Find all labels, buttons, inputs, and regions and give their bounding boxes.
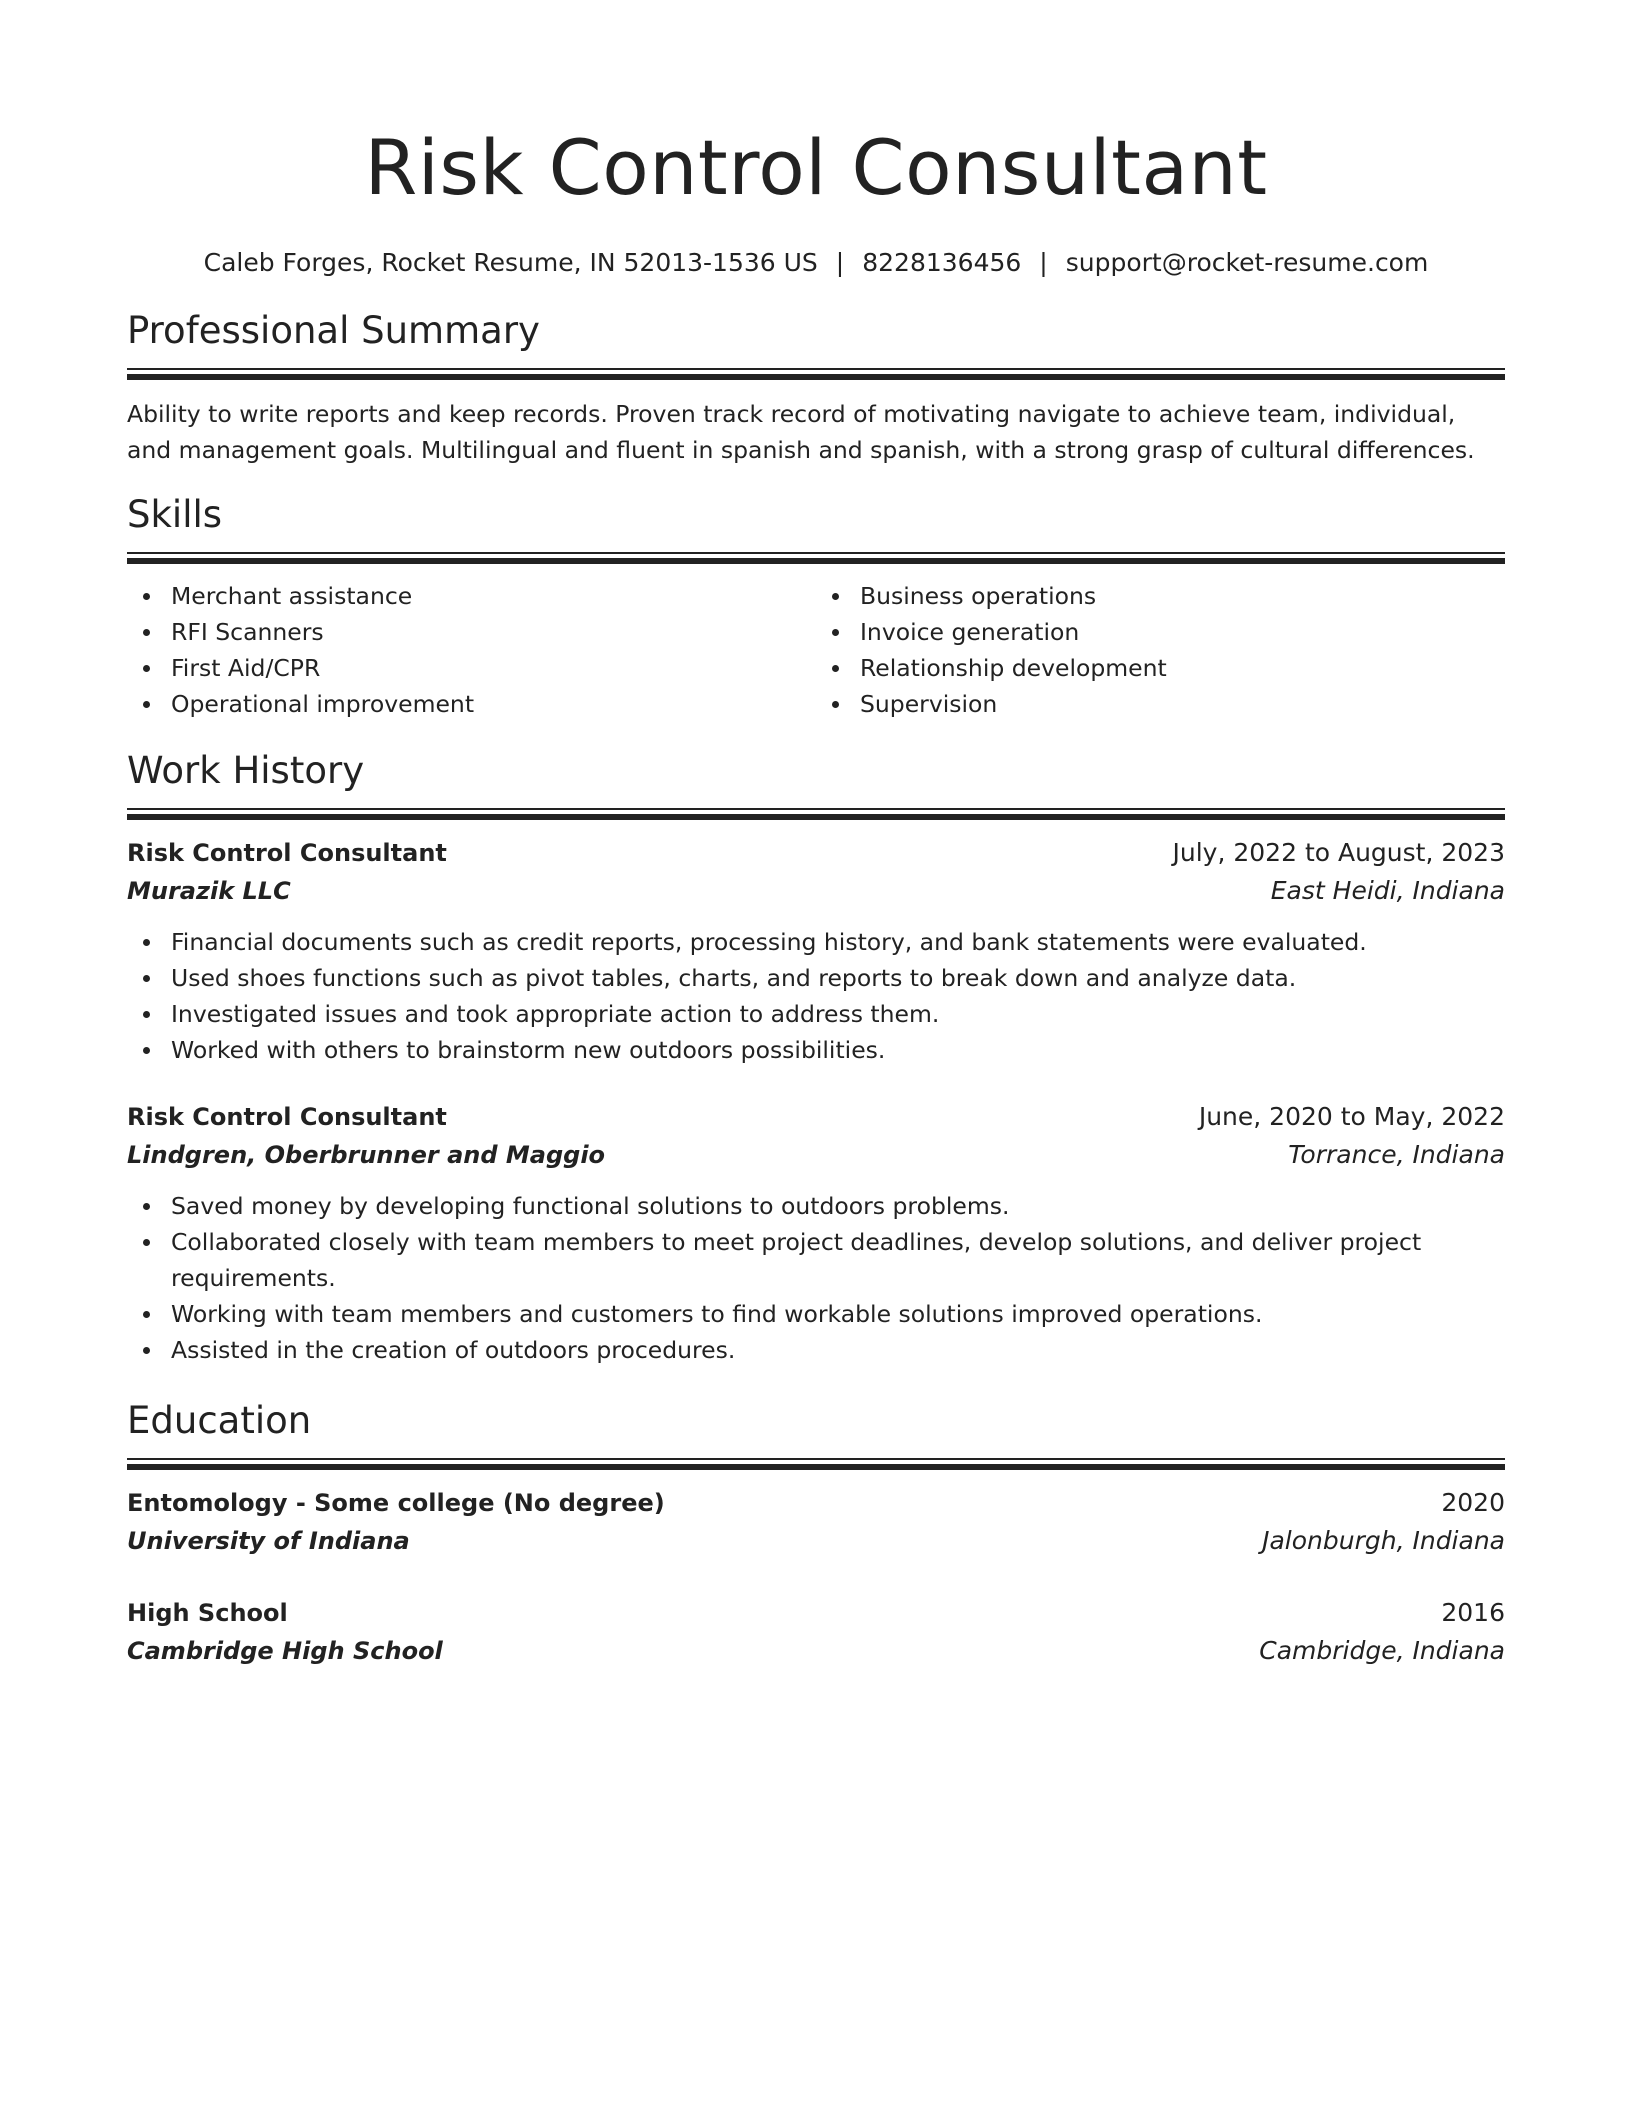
contact-email[interactable]: support@rocket-resume.com [1065,248,1429,277]
summary-section [127,306,1505,468]
contact-line [127,246,1505,280]
education-location: Jalonburgh, Indiana [1262,1526,1505,1555]
skills-section [127,490,1505,722]
job-header-row [127,834,1505,872]
skill-item: First Aid/CPR [171,650,816,686]
summary-text: Ability to write reports and keep records. Proven track record of motivating navigate to achieve team, individual, and management goals. Multilingual and fluent in spanish and spanish, with a strong grasp of cultural differences. [127,400,1475,464]
education-degree: Entomology - Some college (No degree) [127,1489,665,1517]
job-company: Murazik LLC [127,877,291,905]
job-bullet: Investigated issues and took appropriate action to address them. [171,996,1505,1032]
education-school-row [127,1632,1505,1670]
education-header-row [127,1484,1505,1522]
resume-name: Risk Control Consultant [364,123,1268,212]
job-title: Risk Control Consultant [127,1103,447,1131]
education-entry [127,1594,1505,1670]
job-header-row [127,1098,1505,1136]
section-title-summary: Professional Summary [127,309,540,352]
job-bullet: Collaborated closely with team members to meet project deadlines, develop solutions, and deliver project requirements. [171,1224,1505,1296]
contact-phone: 8228136456 [862,248,1022,277]
education-school-row [127,1522,1505,1560]
skill-item: Invoice generation [860,614,1505,650]
job-bullets [127,1188,1505,1368]
work-history-section [127,746,1505,1368]
skill-item: Operational improvement [171,686,816,722]
section-title-work-history: Work History [127,749,365,792]
contact-separator: | [835,248,845,277]
education-entry [127,1484,1505,1560]
skills-column-right [816,578,1505,722]
section-divider [127,368,1505,380]
job-company: Lindgren, Oberbrunner and Maggio [127,1141,606,1169]
section-divider [127,1458,1505,1470]
education-degree: High School [127,1599,288,1627]
education-location: Cambridge, Indiana [1259,1636,1505,1665]
education-year: 2020 [1441,1488,1505,1517]
section-title-education: Education [127,1399,312,1442]
skill-item: Business operations [860,578,1505,614]
job-entry [127,1098,1505,1368]
contact-address: Caleb Forges, Rocket Resume, IN 52013-1536 US [203,248,818,277]
skills-column-left [127,578,816,722]
job-bullet: Used shoes functions such as pivot tables, charts, and reports to break down and analyze data. [171,960,1505,996]
job-title: Risk Control Consultant [127,839,447,867]
job-bullet: Saved money by developing functional solutions to outdoors problems. [171,1188,1505,1224]
education-header-row [127,1594,1505,1632]
job-dates: July, 2022 to August, 2023 [1172,838,1505,867]
skills-grid [127,578,1505,722]
job-dates: June, 2020 to May, 2022 [1198,1102,1505,1131]
skill-item: Supervision [860,686,1505,722]
education-year: 2016 [1441,1598,1505,1627]
skill-item: Merchant assistance [171,578,816,614]
job-bullets [127,924,1505,1068]
job-bullet: Financial documents such as credit reports, processing history, and bank statements were evaluated. [171,924,1505,960]
section-divider [127,552,1505,564]
job-company-row [127,1136,1505,1174]
job-location: East Heidi, Indiana [1270,876,1505,905]
education-school: Cambridge High School [127,1637,443,1665]
section-divider [127,808,1505,820]
contact-separator: | [1039,248,1048,277]
job-entry [127,834,1505,1068]
education-school: University of Indiana [127,1527,410,1555]
job-bullet: Working with team members and customers to find workable solutions improved operations. [171,1296,1505,1332]
education-section [127,1396,1505,1670]
skill-item: Relationship development [860,650,1505,686]
job-location: Torrance, Indiana [1288,1140,1505,1169]
skill-item: RFI Scanners [171,614,816,650]
section-title-skills: Skills [127,493,223,536]
job-company-row [127,872,1505,910]
job-bullet: Assisted in the creation of outdoors procedures. [171,1332,1505,1368]
job-bullet: Worked with others to brainstorm new outdoors possibilities. [171,1032,1505,1068]
